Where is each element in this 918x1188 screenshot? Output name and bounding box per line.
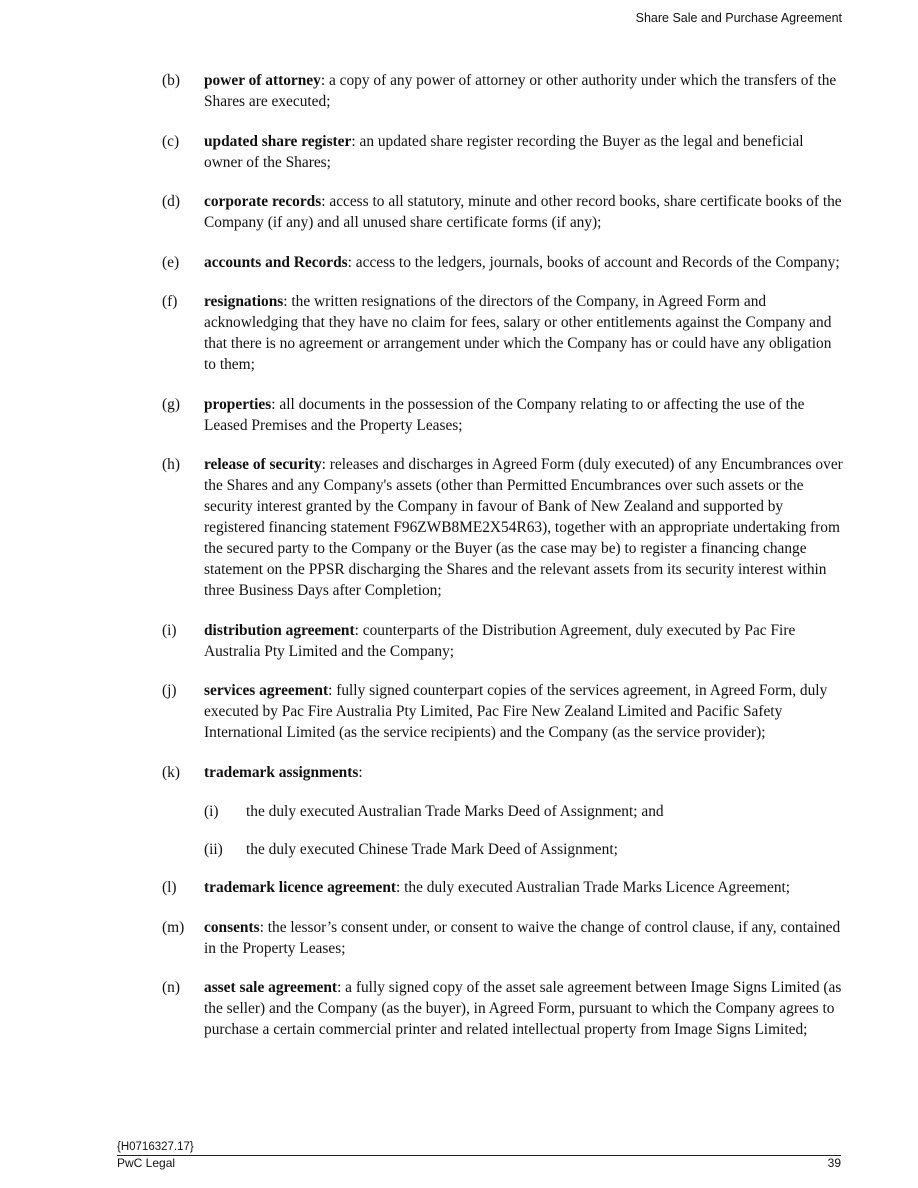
clause-term: properties [204, 395, 272, 413]
clause-text: : an updated share register recording the Buyer as the legal and beneficial owner of the Shares; [204, 132, 804, 171]
footer-row [117, 1156, 841, 1170]
clause-item-i [0, 620, 918, 662]
clause-term: release of security [204, 456, 322, 473]
page-number: 39 [827, 1156, 841, 1170]
firm-name: PwC Legal [117, 1156, 176, 1170]
clause-marker: (c) [162, 132, 180, 150]
clause-item-m [0, 917, 918, 959]
page-footer [117, 1141, 841, 1170]
document-reference: {H0716327.17} [117, 1141, 194, 1153]
subclause-marker: (ii) [204, 841, 223, 858]
subclause-item-i [0, 801, 918, 822]
clause-text: : counterparts of the Distribution Agreement, duly executed by Pac Fire Australia Pty Limited and the Company; [204, 621, 796, 660]
subclause-item-ii [0, 839, 918, 860]
clause-item-e [0, 252, 918, 273]
clause-item-h [0, 454, 918, 601]
clause-item-k [0, 762, 918, 783]
clause-term: distribution agreement [204, 621, 355, 639]
clause-term: corporate records [204, 193, 322, 210]
clause-marker: (l) [162, 879, 177, 896]
clause-marker: (b) [162, 72, 180, 89]
clause-term: trademark licence agreement [204, 879, 397, 896]
clause-item-b [0, 70, 918, 112]
clause-text: : the written resignations of the directors of the Company, in Agreed Form and acknowledging that they have no claim for fees, salary or other entitlements against the Company and that there is no agreement or arrangement under which the Company has or could have any obligation to them; [204, 293, 832, 373]
clause-list [0, 70, 918, 1059]
clause-item-g [0, 394, 918, 436]
clause-item-d [0, 191, 918, 233]
clause-marker: (i) [162, 621, 177, 639]
clause-marker: (f) [162, 293, 178, 310]
clause-item-l [0, 877, 918, 898]
clause-marker: (j) [162, 682, 177, 699]
clause-text: : access to the ledgers, journals, books of account and Records of the Company; [347, 253, 840, 271]
clause-text: : fully signed counterpart copies of the services agreement, in Agreed Form, duly executed by Pac Fire Australia Pty Limited, Pac Fire New Zealand Limited and Pacific Safety International Limited (as the service recipients) and the Company (as the service provider); [204, 682, 828, 741]
clause-marker: (n) [162, 979, 180, 996]
clause-term: updated share register [204, 132, 352, 150]
clause-term: asset sale agreement [204, 979, 338, 996]
clause-item-j [0, 680, 918, 743]
clause-marker: (e) [162, 253, 180, 271]
clause-text: : [358, 763, 363, 781]
clause-text: : releases and discharges in Agreed Form (duly executed) of any Encumbrances over the Shares and any Company's assets (other than Permitted Encumbrances over such assets or the security interest granted by the Company in favour of Bank of New Zealand and supported by registered financing statement F96ZWB8ME2X54R63), together with an appropriate undertaking from the secured party to the Company or the Buyer (as the case may be) to register a financing change statement on the PPSR discharging the Shares and the relevant assets from its security interest within three Business Days after Completion; [204, 456, 843, 599]
subclause-text: the duly executed Australian Trade Marks Deed of Assignment; and [246, 803, 664, 820]
clause-marker: (d) [162, 193, 180, 210]
clause-term: power of attorney [204, 72, 321, 89]
clause-marker: (m) [162, 918, 185, 936]
clause-text: : the duly executed Australian Trade Marks Licence Agreement; [396, 879, 791, 896]
clause-text: : a copy of any power of attorney or other authority under which the transfers of the Shares are executed; [204, 72, 837, 110]
clause-marker: (h) [162, 456, 180, 473]
clause-marker: (g) [162, 395, 180, 413]
clause-term: consents [204, 918, 260, 936]
clause-text: : all documents in the possession of the Company relating to or affecting the use of the Leased Premises and the Property Leases; [204, 395, 805, 434]
clause-text: : the lessor’s consent under, or consent to waive the change of control clause, if any, contained in the Property Leases; [204, 918, 841, 957]
clause-item-n [0, 977, 918, 1040]
clause-term: services agreement [204, 682, 329, 699]
clause-term: resignations [204, 293, 284, 310]
clause-item-c [0, 131, 918, 173]
clause-text: : access to all statutory, minute and other record books, share certificate books of the Company (if any) and all unused share certificate forms (if any); [204, 193, 842, 231]
subclause-text: the duly executed Chinese Trade Mark Deed of Assignment; [246, 841, 618, 858]
subclause-marker: (i) [204, 803, 219, 820]
clause-marker: (k) [162, 763, 180, 781]
page-header-title: Share Sale and Purchase Agreement [635, 11, 842, 25]
clause-term: trademark assignments [204, 763, 359, 781]
clause-text: : a fully signed copy of the asset sale agreement between Image Signs Limited (as the seller) and the Company (as the buyer), in Agreed Form, pursuant to which the Company agrees to purchase a certain commercial printer and related intellectual property from Image Signs Limited; [204, 979, 842, 1038]
clause-term: accounts and Records [204, 253, 348, 271]
clause-item-f [0, 291, 918, 375]
